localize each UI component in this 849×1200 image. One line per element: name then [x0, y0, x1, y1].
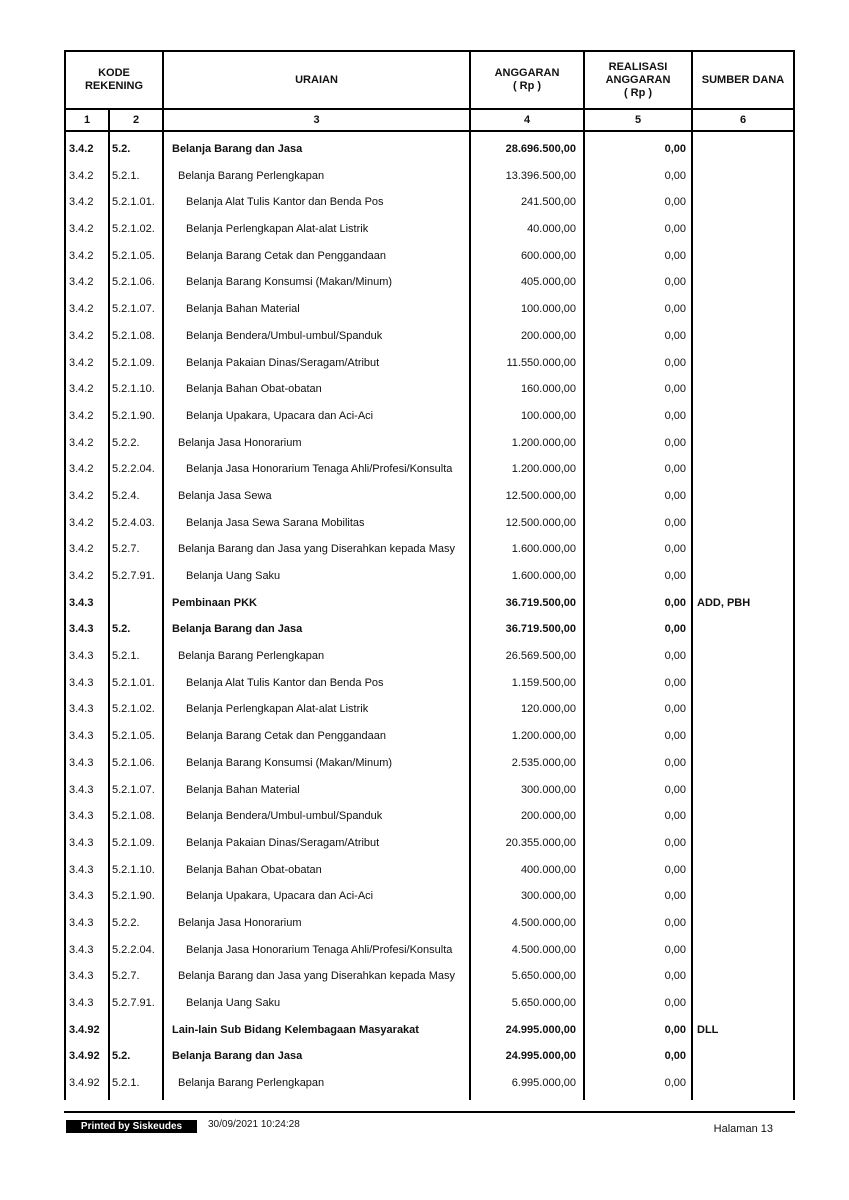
anggaran-value: 13.396.500,00 [505, 169, 576, 182]
header-realisasi-unit: ( Rp ) [623, 86, 653, 99]
kode-rekening: 5.2.1.02. [112, 703, 155, 716]
kode-bidang: 3.4.2 [69, 143, 94, 155]
table-row [64, 536, 795, 563]
uraian: Pembinaan PKK [172, 596, 257, 609]
anggaran-value: 1.200.000,00 [511, 436, 576, 449]
col-number-3: 3 [313, 113, 320, 126]
realisasi-value: 0,00 [664, 489, 686, 502]
anggaran-value: 1.200.000,00 [511, 730, 576, 743]
realisasi-value: 0,00 [664, 463, 686, 476]
kode-bidang: 3.4.3 [69, 756, 94, 769]
table-row [64, 696, 795, 723]
kode-bidang: 3.4.92 [69, 1023, 100, 1036]
uraian: Belanja Barang dan Jasa yang Diserahkan kepada Masy [178, 970, 456, 983]
anggaran-value: 28.696.500,00 [505, 143, 576, 155]
realisasi-value: 0,00 [664, 329, 686, 342]
kode-bidang: 3.4.3 [69, 836, 94, 849]
header-realisasi-label: REALISASI ANGGARAN [605, 60, 671, 86]
col-number-2: 2 [132, 113, 140, 126]
realisasi-value: 0,00 [664, 223, 686, 236]
col-number-1: 1 [83, 113, 91, 126]
kode-bidang: 3.4.3 [69, 650, 94, 663]
realisasi-value: 0,00 [664, 650, 686, 663]
kode-bidang: 3.4.2 [69, 329, 94, 342]
uraian: Belanja Perlengkapan Alat-alat Listrik [186, 703, 369, 716]
kode-rekening: 5.2.1.05. [112, 249, 155, 262]
sumber-dana-value: ADD, PBH [697, 596, 751, 609]
anggaran-value: 26.569.500,00 [505, 650, 576, 663]
kode-rekening: 5.2. [112, 143, 131, 155]
kode-rekening: 5.2.2.04. [112, 463, 155, 476]
realisasi-value: 0,00 [664, 1050, 686, 1063]
realisasi-value: 0,00 [664, 1023, 686, 1036]
kode-rekening: 5.2.7. [112, 543, 140, 556]
realisasi-value: 0,00 [664, 676, 686, 689]
anggaran-value: 100.000,00 [520, 409, 576, 422]
kode-rekening: 5.2.7.91. [112, 570, 155, 582]
kode-rekening: 5.2.2. [112, 916, 140, 929]
kode-rekening: 5.2.1.09. [112, 356, 155, 369]
uraian: Belanja Alat Tulis Kantor dan Benda Pos [186, 676, 384, 689]
uraian: Belanja Barang Konsumsi (Makan/Minum) [186, 756, 393, 769]
table-row [64, 990, 795, 1017]
kode-rekening: 5.2.1.05. [112, 730, 155, 743]
kode-bidang: 3.4.3 [69, 997, 94, 1009]
header-anggaran [471, 52, 583, 108]
anggaran-value: 100.000,00 [520, 303, 576, 316]
table-row [64, 483, 795, 510]
table-row [64, 136, 795, 163]
kode-bidang: 3.4.2 [69, 570, 94, 582]
kode-rekening: 5.2.1.08. [112, 329, 155, 342]
realisasi-value: 0,00 [664, 1077, 686, 1090]
uraian: Belanja Upakara, Upacara dan Aci-Aci [186, 890, 374, 903]
col-number-5: 5 [634, 113, 642, 126]
kode-rekening: 5.2.7.91. [112, 997, 155, 1009]
kode-bidang: 3.4.3 [69, 890, 94, 903]
anggaran-value: 1.200.000,00 [511, 463, 576, 476]
anggaran-value: 405.000,00 [520, 276, 576, 289]
realisasi-value: 0,00 [664, 730, 686, 743]
kode-bidang: 3.4.3 [69, 676, 94, 689]
uraian: Belanja Barang Cetak dan Penggandaan [186, 730, 386, 743]
kode-bidang: 3.4.92 [69, 1077, 100, 1090]
kode-bidang: 3.4.3 [69, 970, 94, 983]
table-row [64, 777, 795, 804]
table-row [64, 1043, 795, 1070]
table-row [64, 1017, 795, 1044]
uraian: Belanja Bahan Material [186, 303, 300, 316]
anggaran-value: 2.535.000,00 [511, 756, 576, 769]
printed-by-badge: Printed by Siskeudes [66, 1120, 197, 1133]
anggaran-value: 1.600.000,00 [511, 570, 576, 582]
anggaran-value: 24.995.000,00 [505, 1023, 576, 1036]
kode-bidang: 3.4.2 [69, 436, 94, 449]
anggaran-value: 24.995.000,00 [505, 1050, 576, 1063]
realisasi-value: 0,00 [664, 970, 686, 983]
anggaran-value: 5.650.000,00 [511, 970, 576, 983]
kode-bidang: 3.4.2 [69, 223, 94, 236]
table-row [64, 430, 795, 457]
kode-bidang: 3.4.92 [69, 1050, 100, 1063]
uraian: Belanja Barang Perlengkapan [178, 1077, 325, 1090]
kode-rekening: 5.2.1. [112, 650, 140, 663]
kode-rekening: 5.2. [112, 623, 131, 636]
uraian: Belanja Bahan Obat-obatan [186, 863, 322, 876]
kode-bidang: 3.4.2 [69, 383, 94, 396]
kode-bidang: 3.4.2 [69, 463, 94, 476]
kode-rekening: 5.2.4. [112, 489, 140, 502]
uraian: Belanja Bendera/Umbul-umbul/Spanduk [186, 329, 383, 342]
uraian: Belanja Bendera/Umbul-umbul/Spanduk [186, 810, 383, 823]
kode-bidang: 3.4.3 [69, 810, 94, 823]
print-timestamp: 30/09/2021 10:24:28 [208, 1119, 300, 1130]
anggaran-value: 5.650.000,00 [511, 997, 576, 1009]
uraian: Belanja Barang Perlengkapan [178, 650, 325, 663]
uraian: Belanja Jasa Sewa [178, 489, 272, 502]
realisasi-value: 0,00 [664, 570, 686, 582]
table-row [64, 803, 795, 830]
table-row [64, 883, 795, 910]
anggaran-value: 300.000,00 [520, 783, 576, 796]
table-row [64, 830, 795, 857]
kode-rekening: 5.2.1.06. [112, 756, 155, 769]
realisasi-value: 0,00 [664, 756, 686, 769]
table-row [64, 563, 795, 590]
table-row [64, 216, 795, 243]
kode-bidang: 3.4.3 [69, 943, 94, 956]
realisasi-value: 0,00 [664, 863, 686, 876]
kode-bidang: 3.4.3 [69, 916, 94, 929]
anggaran-value: 200.000,00 [520, 329, 576, 342]
header-divider [64, 130, 795, 132]
table-row [64, 750, 795, 777]
anggaran-value: 4.500.000,00 [511, 916, 576, 929]
table-row [64, 296, 795, 323]
kode-rekening: 5.2.1.10. [112, 863, 155, 876]
kode-bidang: 3.4.3 [69, 863, 94, 876]
kode-bidang: 3.4.3 [69, 783, 94, 796]
uraian: Belanja Barang dan Jasa [172, 623, 303, 636]
realisasi-value: 0,00 [664, 383, 686, 396]
col-number-6: 6 [739, 113, 747, 126]
anggaran-value: 600.000,00 [520, 249, 576, 262]
uraian: Belanja Uang Saku [186, 570, 281, 582]
kode-rekening: 5.2.7. [112, 970, 140, 983]
kode-rekening: 5.2.1.01. [112, 676, 155, 689]
realisasi-value: 0,00 [664, 810, 686, 823]
kode-bidang: 3.4.3 [69, 730, 94, 743]
anggaran-value: 36.719.500,00 [505, 623, 576, 636]
anggaran-value: 241.500,00 [520, 196, 576, 209]
header-anggaran-label: ANGGARAN [494, 67, 560, 79]
realisasi-value: 0,00 [664, 596, 686, 609]
table-row [64, 910, 795, 937]
table-row [64, 937, 795, 964]
kode-rekening: 5.2.2. [112, 436, 140, 449]
anggaran-value: 160.000,00 [520, 383, 576, 396]
kode-bidang: 3.4.2 [69, 249, 94, 262]
realisasi-value: 0,00 [664, 836, 686, 849]
realisasi-value: 0,00 [664, 703, 686, 716]
uraian: Belanja Pakaian Dinas/Seragam/Atribut [186, 356, 380, 369]
anggaran-value: 12.500.000,00 [505, 516, 576, 529]
realisasi-value: 0,00 [664, 943, 686, 956]
realisasi-value: 0,00 [664, 143, 686, 155]
uraian: Belanja Bahan Obat-obatan [186, 383, 322, 396]
realisasi-value: 0,00 [664, 916, 686, 929]
uraian: Belanja Barang dan Jasa [172, 1050, 303, 1063]
realisasi-value: 0,00 [664, 409, 686, 422]
kode-rekening: 5.2. [112, 1050, 131, 1063]
realisasi-value: 0,00 [664, 436, 686, 449]
table-body [64, 136, 795, 1097]
table-row [64, 616, 795, 643]
page-number: Halaman 13 [713, 1123, 773, 1135]
sumber-dana-value: DLL [697, 1023, 719, 1036]
table-row [64, 323, 795, 350]
uraian: Belanja Jasa Honorarium Tenaga Ahli/Profesi/Konsulta [186, 943, 453, 956]
anggaran-value: 400.000,00 [520, 863, 576, 876]
uraian: Belanja Barang Konsumsi (Makan/Minum) [186, 276, 393, 289]
realisasi-value: 0,00 [664, 249, 686, 262]
budget-table [64, 50, 795, 1100]
kode-bidang: 3.4.2 [69, 489, 94, 502]
realisasi-value: 0,00 [664, 196, 686, 209]
table-row [64, 163, 795, 190]
table-row [64, 1070, 795, 1097]
kode-bidang: 3.4.2 [69, 409, 94, 422]
anggaran-value: 12.500.000,00 [505, 489, 576, 502]
realisasi-value: 0,00 [664, 543, 686, 556]
uraian: Belanja Barang Cetak dan Penggandaan [186, 249, 386, 262]
realisasi-value: 0,00 [664, 169, 686, 182]
kode-rekening: 5.2.1.07. [112, 303, 155, 316]
uraian: Belanja Jasa Honorarium [178, 436, 302, 449]
realisasi-value: 0,00 [664, 356, 686, 369]
realisasi-value: 0,00 [664, 890, 686, 903]
table-row [64, 376, 795, 403]
uraian: Belanja Jasa Sewa Sarana Mobilitas [186, 516, 365, 529]
realisasi-value: 0,00 [664, 276, 686, 289]
anggaran-value: 11.550.000,00 [506, 356, 576, 369]
header-realisasi [585, 52, 691, 108]
kode-bidang: 3.4.3 [69, 623, 94, 636]
kode-rekening: 5.2.1.07. [112, 783, 155, 796]
table-row [64, 269, 795, 296]
uraian: Belanja Jasa Honorarium [178, 916, 302, 929]
footer-divider [64, 1111, 795, 1113]
kode-bidang: 3.4.2 [69, 276, 94, 289]
kode-bidang: 3.4.3 [69, 596, 94, 609]
header-kode-rekening: KODE REKENING [84, 67, 144, 92]
table-row [64, 963, 795, 990]
table-row [64, 723, 795, 750]
realisasi-value: 0,00 [664, 623, 686, 636]
anggaran-value: 36.719.500,00 [505, 596, 576, 609]
header-sumber-dana: SUMBER DANA [701, 73, 785, 86]
anggaran-value: 120.000,00 [520, 703, 576, 716]
uraian: Belanja Barang Perlengkapan [178, 169, 325, 182]
table-row [64, 189, 795, 216]
uraian: Belanja Pakaian Dinas/Seragam/Atribut [186, 836, 380, 849]
uraian: Belanja Uang Saku [186, 997, 281, 1009]
header-anggaran-unit: ( Rp ) [512, 80, 542, 92]
kode-rekening: 5.2.1.08. [112, 810, 155, 823]
kode-bidang: 3.4.2 [69, 543, 94, 556]
table-row [64, 670, 795, 697]
anggaran-value: 200.000,00 [520, 810, 576, 823]
uraian: Lain-lain Sub Bidang Kelembagaan Masyarakat [172, 1023, 419, 1036]
kode-rekening: 5.2.1.06. [112, 276, 155, 289]
kode-rekening: 5.2.1.09. [112, 836, 155, 849]
anggaran-value: 20.355.000,00 [505, 836, 576, 849]
anggaran-value: 6.995.000,00 [511, 1077, 576, 1090]
table-row [64, 243, 795, 270]
kode-rekening: 5.2.1. [112, 169, 140, 182]
realisasi-value: 0,00 [664, 783, 686, 796]
anggaran-value: 40.000,00 [527, 223, 576, 236]
kode-bidang: 3.4.2 [69, 169, 94, 182]
kode-bidang: 3.4.2 [69, 356, 94, 369]
realisasi-value: 0,00 [664, 997, 686, 1009]
kode-rekening: 5.2.4.03. [112, 516, 155, 529]
kode-bidang: 3.4.3 [69, 703, 94, 716]
uraian: Belanja Barang dan Jasa yang Diserahkan kepada Masy [178, 543, 456, 556]
kode-rekening: 5.2.1.02. [112, 223, 155, 236]
kode-rekening: 5.2.1.90. [112, 890, 155, 903]
kode-bidang: 3.4.2 [69, 303, 94, 316]
uraian: Belanja Perlengkapan Alat-alat Listrik [186, 223, 369, 236]
kode-rekening: 5.2.1. [112, 1077, 140, 1090]
header-uraian: URAIAN [295, 73, 338, 86]
kode-rekening: 5.2.2.04. [112, 943, 155, 956]
table-row [64, 643, 795, 670]
uraian: Belanja Barang dan Jasa [172, 143, 303, 155]
kode-rekening: 5.2.1.01. [112, 196, 155, 209]
kode-rekening: 5.2.1.10. [112, 383, 155, 396]
uraian: Belanja Upakara, Upacara dan Aci-Aci [186, 409, 374, 422]
anggaran-value: 1.600.000,00 [511, 543, 576, 556]
anggaran-value: 300.000,00 [520, 890, 576, 903]
col-number-4: 4 [523, 113, 531, 126]
uraian: Belanja Bahan Material [186, 783, 300, 796]
kode-rekening: 5.2.1.90. [112, 409, 155, 422]
realisasi-value: 0,00 [664, 516, 686, 529]
table-row [64, 456, 795, 483]
kode-bidang: 3.4.2 [69, 516, 94, 529]
table-row [64, 510, 795, 537]
uraian: Belanja Jasa Honorarium Tenaga Ahli/Profesi/Konsulta [186, 463, 453, 476]
table-row [64, 590, 795, 617]
table-row [64, 350, 795, 377]
table-row [64, 857, 795, 884]
kode-bidang: 3.4.2 [69, 196, 94, 209]
realisasi-value: 0,00 [664, 303, 686, 316]
table-row [64, 403, 795, 430]
uraian: Belanja Alat Tulis Kantor dan Benda Pos [186, 196, 384, 209]
anggaran-value: 4.500.000,00 [511, 943, 576, 956]
anggaran-value: 1.159.500,00 [511, 676, 576, 689]
